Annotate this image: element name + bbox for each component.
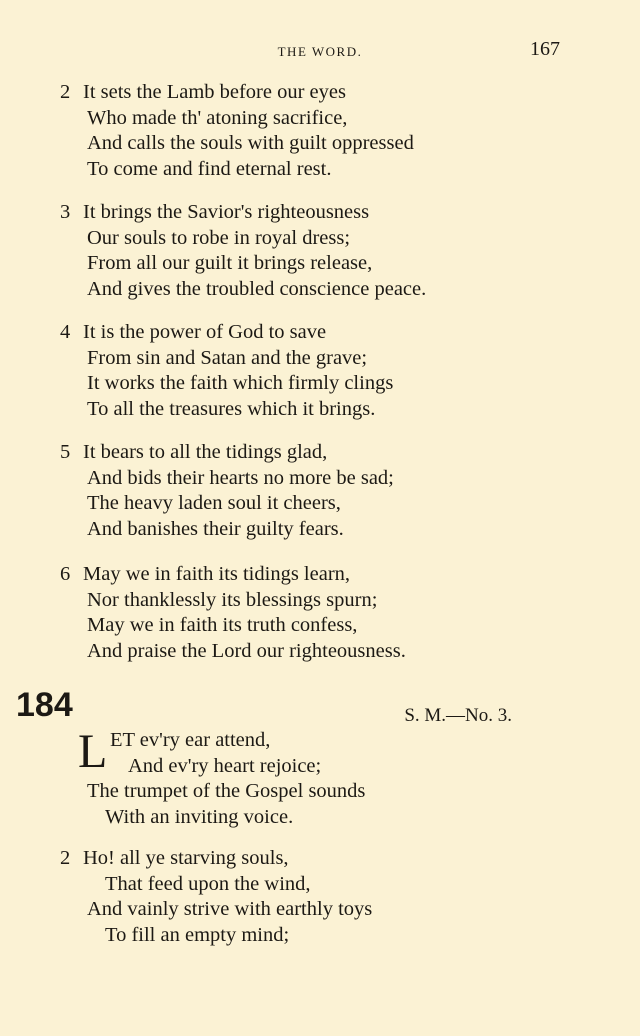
hymn-meter: S. M.—No. 3. — [404, 705, 512, 726]
verse-line: That feed upon the wind, — [105, 872, 311, 895]
page-number: 167 — [530, 38, 560, 60]
verse-line: Our souls to robe in royal dress; — [87, 226, 351, 249]
verse-line: ET ev'ry ear attend, — [110, 729, 271, 751]
verse-line: And vainly strive with earthly toys — [87, 898, 373, 920]
stanza-number: 5 — [60, 441, 71, 463]
verse-line: To fill an empty mind; — [105, 923, 290, 946]
verse-line: With an inviting voice. — [105, 805, 294, 828]
stanza-number: 2 — [60, 81, 71, 103]
stanza-6 — [60, 562, 530, 664]
verse-line: 6 May we in faith its tidings learn, — [60, 562, 530, 588]
verse-line: And gives the troubled conscience peace. — [87, 277, 427, 300]
verse-line: Who made th' atoning sacrifice, — [87, 106, 348, 129]
verse-line: It works the faith which firmly clings — [87, 372, 394, 394]
stanza-5 — [60, 440, 530, 542]
verse-line: To all the treasures which it brings. — [87, 397, 376, 420]
verse-line: The trumpet of the Gospel sounds — [87, 780, 366, 802]
verse-line: From all our guilt it brings release, — [87, 252, 373, 274]
verse-line: 2 It sets the Lamb before our eyes — [60, 80, 530, 106]
stanza-3 — [60, 200, 530, 302]
verse-line: The heavy laden soul it cheers, — [87, 492, 341, 514]
stanza-number: 3 — [60, 201, 71, 223]
verse-line: And banishes their guilty fears. — [87, 517, 344, 540]
hymn-184-stanza-1 — [60, 725, 530, 830]
verse-line: Nor thanklessly its blessings spurn; — [87, 588, 378, 611]
verse-line: To come and find eternal rest. — [87, 157, 332, 180]
hymn-number: 184 — [16, 686, 73, 724]
stanza-2 — [60, 80, 530, 182]
verse-line: 5 It bears to all the tidings glad, — [60, 440, 530, 466]
running-header: THE WORD. — [277, 44, 363, 59]
verse-line: 4 It is the power of God to save — [60, 320, 530, 346]
verse-line: May we in faith its truth confess, — [87, 614, 358, 636]
verse-line: And praise the Lord our righteousness. — [87, 639, 406, 662]
verse-line: And calls the souls with guilt oppressed — [87, 132, 414, 154]
verse-line: And bids their hearts no more be sad; — [87, 466, 394, 489]
drop-cap: L — [78, 725, 108, 778]
verse-line: 3 It brings the Savior's righteousness — [60, 200, 530, 226]
verse-line: From sin and Satan and the grave; — [87, 346, 368, 369]
stanza-number: 6 — [60, 563, 71, 585]
verse-line: And ev'ry heart rejoice; — [128, 754, 322, 777]
stanza-number: 4 — [60, 321, 71, 343]
hymn-184-stanza-2 — [60, 846, 530, 948]
stanza-4 — [60, 320, 530, 422]
stanza-number: 2 — [60, 847, 71, 869]
verse-line: 2 Ho! all ye starving souls, — [60, 846, 530, 872]
